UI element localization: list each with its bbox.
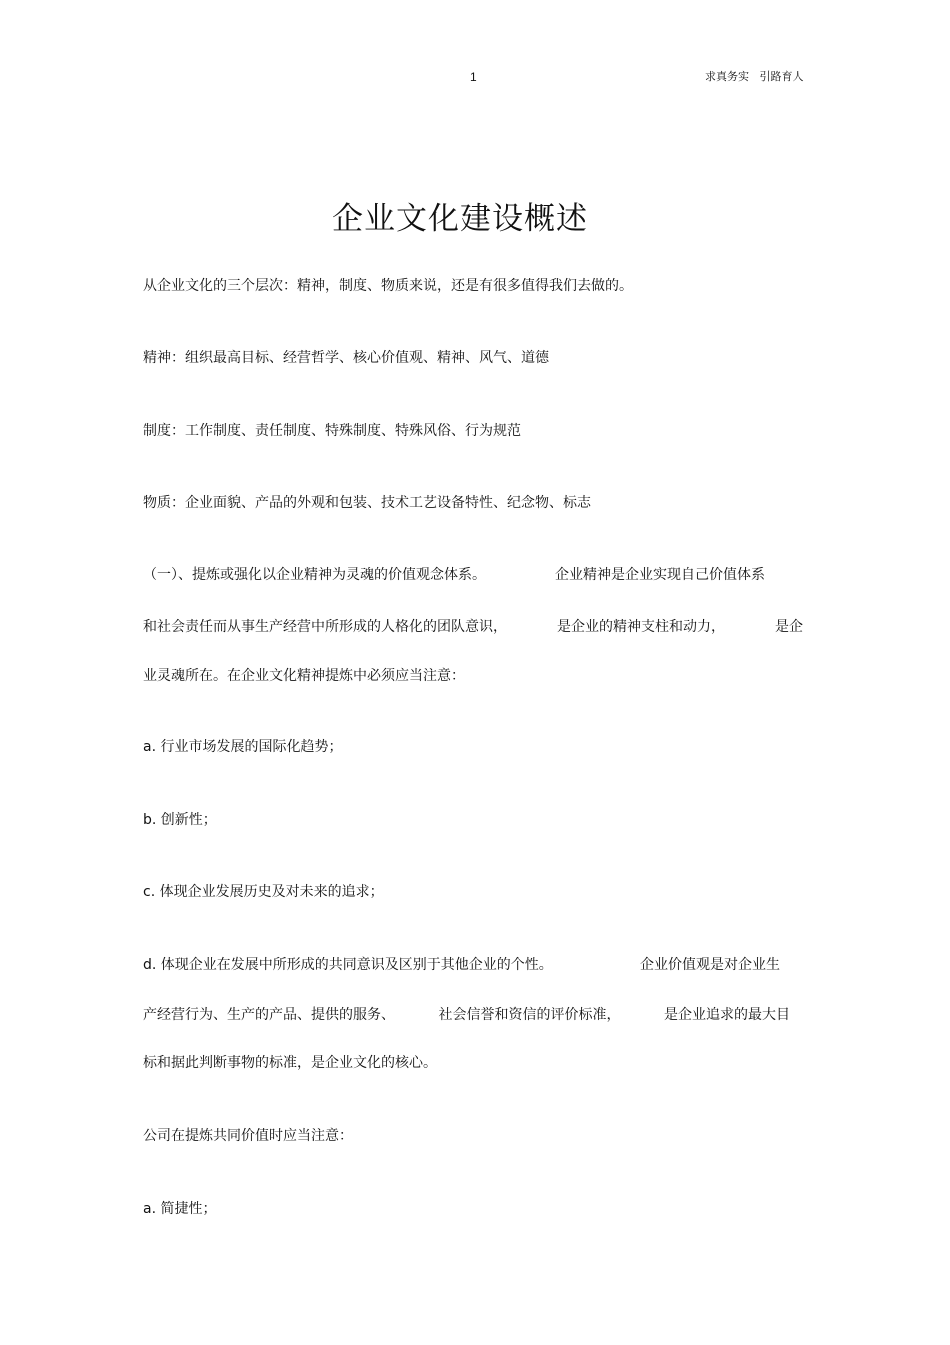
- list-item-d-line2-part3: 是企业追求的最大目: [664, 1007, 790, 1023]
- section1-line2-part1: 和社会责任而从事生产经营中所形成的人格化的团队意识，: [143, 619, 507, 635]
- section1-line2: [143, 617, 803, 637]
- list-item-d-line2-part2: 社会信誉和资信的评价标准，: [438, 1007, 621, 1023]
- list-item-d-line2: [143, 1005, 790, 1025]
- page-number: 1: [470, 70, 477, 84]
- system-line: 制度：工作制度、责任制度、特殊制度、特殊风俗、行为规范: [143, 423, 521, 439]
- intro-paragraph: 从企业文化的三个层次：精神，制度、物质来说，还是有很多值得我们去做的。: [143, 278, 633, 294]
- list-item-d-line2-part1: 产经营行为、生产的产品、提供的服务、: [143, 1007, 395, 1023]
- material-line: 物质：企业面貌、产品的外观和包装、技术工艺设备特性、纪念物、标志: [143, 495, 591, 511]
- section1-line1-part1: （一）、提炼或强化以企业精神为灵魂的价值观念体系。: [143, 567, 486, 583]
- list-item-d-line3: 标和据此判断事物的标准，是企业文化的核心。: [143, 1055, 437, 1071]
- document-title: 企业文化建设概述: [332, 201, 588, 237]
- spirit-line: 精神：组织最高目标、经营哲学、核心价值观、精神、风气、道德: [143, 350, 549, 366]
- list-item-a: a. 行业市场发展的国际化趋势；: [143, 739, 343, 755]
- section1-line2-part2: 是企业的精神支柱和动力，: [557, 619, 725, 635]
- section1-line3: 业灵魂所在。在企业文化精神提炼中必须应当注意：: [143, 668, 465, 684]
- section1-line1-part2: 企业精神是企业实现自己价值体系: [555, 567, 765, 583]
- list-item-d-line1-part1: d. 体现企业在发展中所形成的共同意识及区别于其他企业的个性。: [143, 957, 553, 973]
- header-motto: 求真务实 引路育人: [705, 70, 804, 83]
- list-item-a-simplicity: a. 简捷性；: [143, 1201, 217, 1217]
- section1-line2-part3: 是企: [775, 619, 803, 635]
- list-item-b: b. 创新性；: [143, 812, 217, 828]
- list-item-c: c. 体现企业发展历史及对未来的追求；: [143, 884, 384, 900]
- list-item-d-line1-part2: 企业价值观是对企业生: [640, 957, 780, 973]
- company-note: 公司在提炼共同价值时应当注意：: [143, 1128, 353, 1144]
